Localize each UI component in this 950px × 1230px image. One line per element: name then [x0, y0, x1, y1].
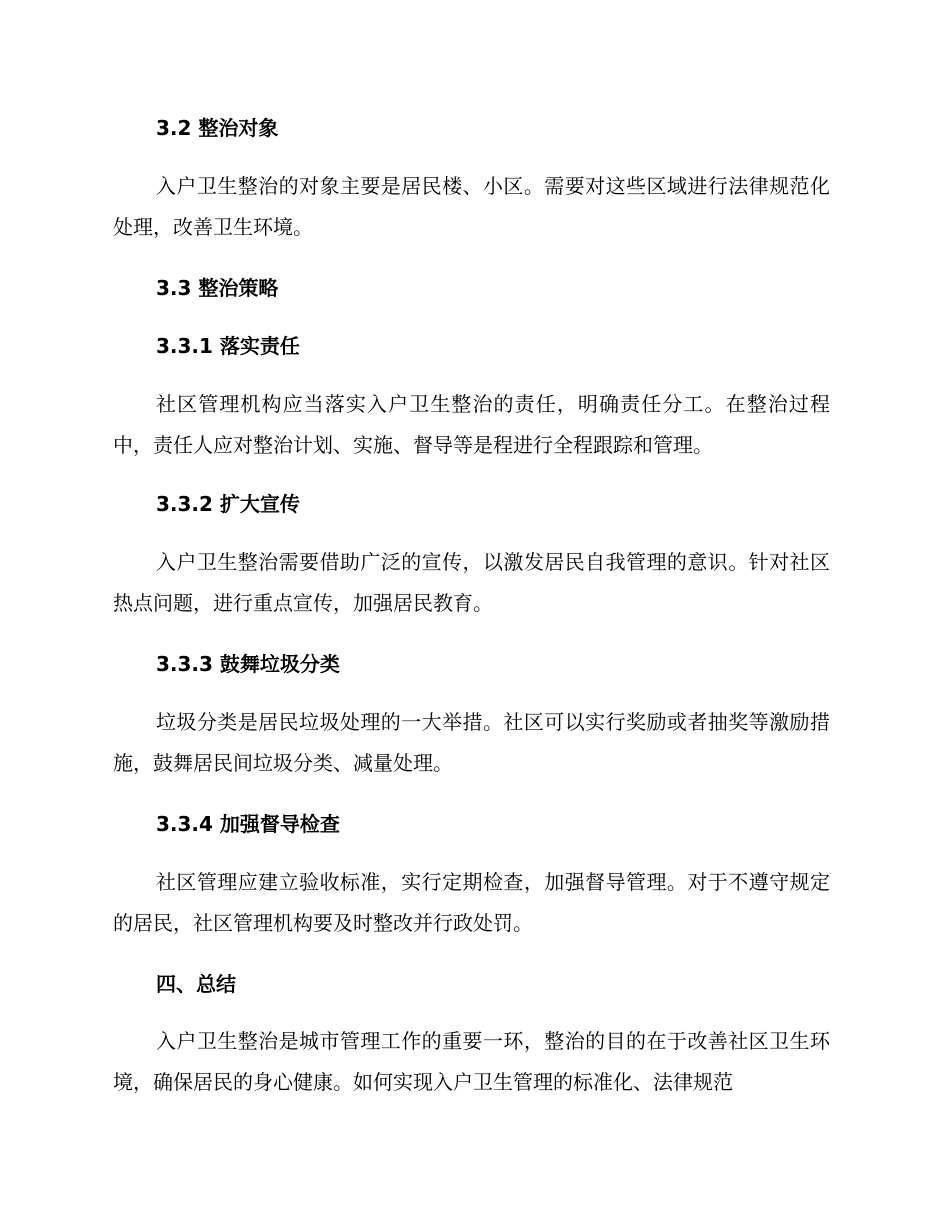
paragraph-3-3-2: 入户卫生整治需要借助广泛的宣传，以激发居民自我管理的意识。针对社区热点问题，进行重点宣传，加强居民教育。 [113, 550, 830, 615]
heading-3-3: 3.3 整治策略 [156, 276, 279, 300]
paragraph-summary: 入户卫生整治是城市管理工作的重要一环，整治的目的在于改善社区卫生环境，确保居民的身心健康。如何实现入户卫生管理的标准化、法律规范 [113, 1029, 830, 1094]
heading-3-3-3: 3.3.3 鼓舞垃圾分类 [156, 652, 340, 676]
paragraph-3-3-3: 垃圾分类是居民垃圾处理的一大举措。社区可以实行奖励或者抽奖等激励措施，鼓舞居民间垃圾分类、减量处理。 [113, 710, 830, 775]
paragraph-3-2: 入户卫生整治的对象主要是居民楼、小区。需要对这些区域进行法律规范化处理，改善卫生环境。 [113, 174, 830, 239]
paragraph-3-3-4: 社区管理应建立验收标准，实行定期检查，加强督导管理。对于不遵守规定的居民，社区管理机构要及时整改并行政处罚。 [113, 870, 830, 935]
heading-3-2: 3.2 整治对象 [156, 116, 279, 140]
heading-4-summary: 四、总结 [156, 972, 236, 996]
heading-3-3-2: 3.3.2 扩大宣传 [156, 492, 300, 516]
heading-3-3-4: 3.3.4 加强督导检查 [156, 812, 340, 836]
paragraph-3-3-1: 社区管理机构应当落实入户卫生整治的责任，明确责任分工。在整治过程中，责任人应对整治计划、实施、督导等是程进行全程跟踪和管理。 [113, 392, 830, 457]
heading-3-3-1: 3.3.1 落实责任 [156, 334, 300, 358]
